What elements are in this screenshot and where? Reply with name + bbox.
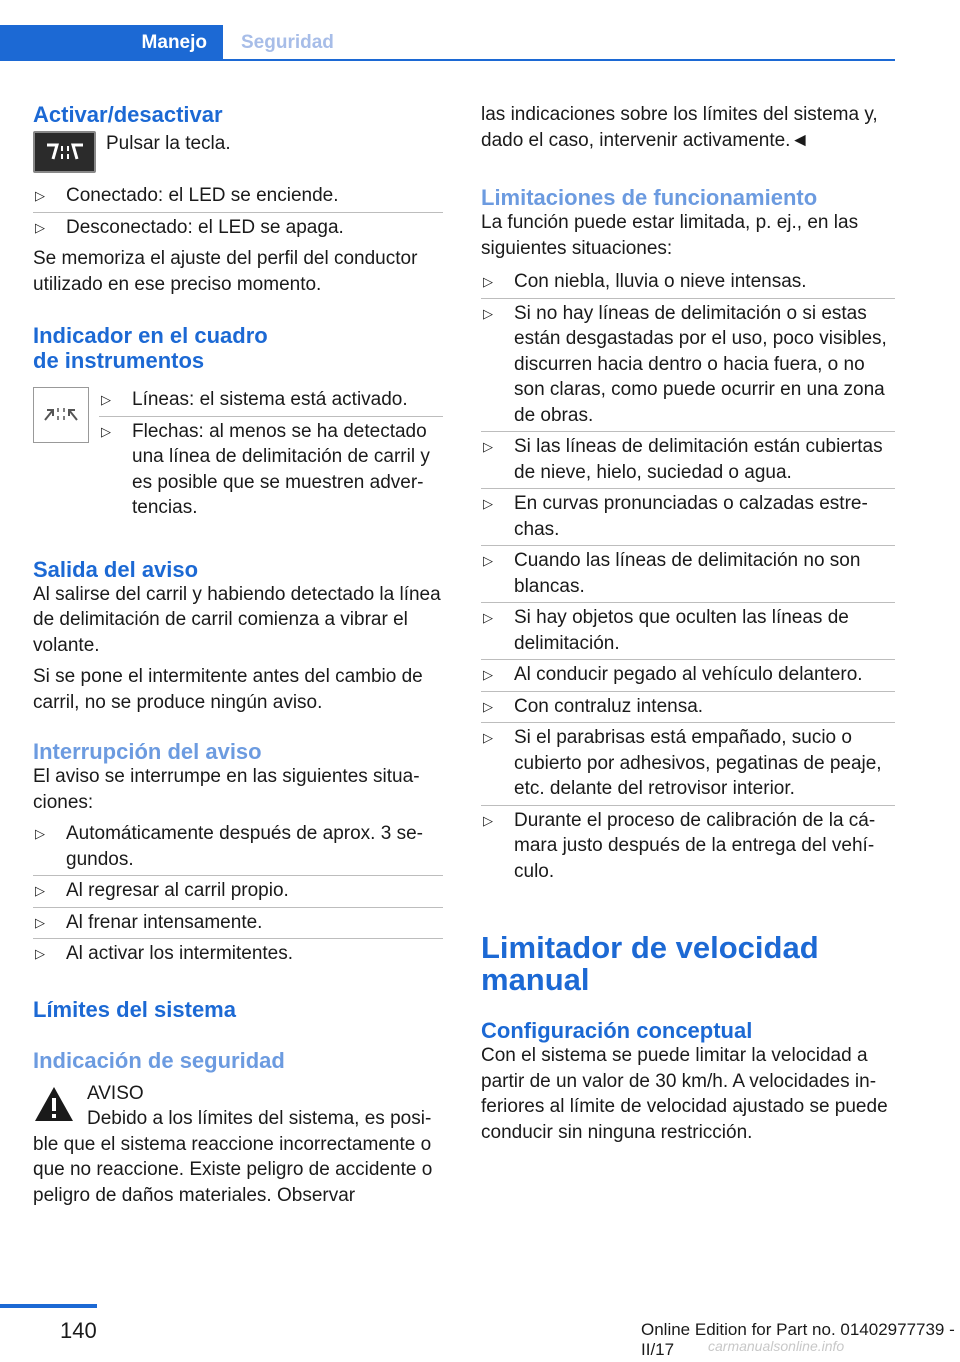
- list-item: ▷ Durante el proceso de calibración de la cámara justo después de la entrega del vehículo.: [481, 808, 895, 885]
- page-number: 140: [60, 1318, 97, 1343]
- heading-salida: Salida del aviso: [33, 556, 199, 582]
- interrupcion-list: [33, 821, 443, 967]
- left-column: [33, 102, 443, 1208]
- section-title-limitador: Limitador de velocidad manual: [481, 930, 819, 997]
- list-item: ▷ Conectado: el LED se enciende.: [33, 183, 443, 209]
- list-item: ▷ Con niebla, lluvia o nieve intensas.: [481, 269, 895, 295]
- limitaciones-intro: La función puede estar limitada, p. ej., en las siguientes situaciones:: [481, 212, 859, 259]
- warning-text: Debido a los límites del sistema, es posible que el sistema reaccione incorrectamente o que no reaccione. Existe peligro de accidente o peligro de daños materiales. Observar: [33, 1108, 433, 1206]
- list-item: ▷ Si las líneas de delimitación están cubiertas de nieve, hielo, suciedad o agua.: [481, 434, 895, 485]
- chapter-tab-bar: [0, 25, 895, 61]
- indicador-list: [99, 387, 443, 527]
- list-item: ▷ En curvas pronunciadas o calzadas estrechas.: [481, 491, 895, 542]
- list-item: ▷ Al frenar intensamente.: [33, 910, 443, 936]
- configuracion-text: Con el sistema se puede limitar la velocidad a partir de un valor de 30 km/h. A velocidades inferiores al límite de velocidad ajustado se puede conducir sin ninguna restricción.: [481, 1045, 888, 1143]
- list-item: ▷ Si no hay líneas de delimitación o si estas están desgastadas por el uso, poco visibles, discurren hacia dentro o hacia fuera, o no son claras, como puede ocurrir en una zona de obras.: [481, 301, 895, 429]
- heading-indicacion-seguridad: Indicación de seguridad: [33, 1047, 285, 1073]
- key-instruction-row: [33, 131, 443, 173]
- heading-activar: Activar/desactivar: [33, 102, 223, 127]
- tab-manejo[interactable]: Manejo: [0, 25, 223, 61]
- tab-seguridad[interactable]: Seguridad: [241, 32, 334, 53]
- salida-text-2: Si se pone el intermitente antes del cambio de carril, no se produce ningún aviso.: [33, 666, 423, 713]
- list-item: ▷ Desconectado: el LED se apaga.: [33, 215, 443, 241]
- footer-accent-line: [0, 1304, 97, 1308]
- watermark: carmanualsonline.info: [708, 1338, 845, 1354]
- salida-text-1: Al salirse del carril y habiendo detectado la línea de delimitación de carril comienza a vibrar el volante.: [33, 583, 441, 656]
- indicator-row: [33, 387, 443, 527]
- heading-limitaciones: Limitaciones de funcionamiento: [481, 185, 818, 210]
- interrupcion-intro: El aviso se interrumpe en las siguientes situaciones:: [33, 766, 420, 813]
- list-item: ▷ Al activar los intermitentes.: [33, 941, 443, 967]
- list-item: ▷ Líneas: el sistema está activado.: [99, 387, 443, 413]
- continued-warning-text: las indicaciones sobre los límites del sistema y, dado el caso, intervenir activamente.◄: [481, 104, 878, 151]
- lane-indicator-icon: [33, 387, 89, 443]
- warning-triangle-icon: [33, 1085, 75, 1123]
- key-instruction-text: Pulsar la tecla.: [106, 133, 231, 154]
- list-item: ▷ Si hay objetos que oculten las líneas de delimitación.: [481, 605, 895, 656]
- edition-footer: Online Edition for Part no. 01402977739 - II/17: [641, 1320, 955, 1359]
- warning-label: AVISO: [87, 1082, 144, 1104]
- heading-limites: Límites del sistema: [33, 996, 236, 1022]
- heading-interrupcion: Interrupción del aviso: [33, 739, 262, 764]
- heading-indicador: Indicador en el cuadro de instrumentos: [33, 323, 268, 373]
- list-item: ▷ Si el parabrisas está empañado, sucio o cubierto por adhesivos, pegatinas de peaje, etc. delante del retrovisor interior.: [481, 725, 895, 802]
- list-item: ▷ Automáticamente después de aprox. 3 segundos.: [33, 821, 443, 872]
- profile-note: Se memoriza el ajuste del perfil del conductor utilizado en ese preciso momento.: [33, 248, 418, 295]
- warning-block: [33, 1081, 443, 1209]
- lane-warning-button-icon: [33, 131, 96, 173]
- list-item: ▷ Al regresar al carril propio.: [33, 878, 443, 904]
- activar-list: [33, 183, 443, 240]
- list-item: ▷ Al conducir pegado al vehículo delantero.: [481, 662, 895, 688]
- list-item: ▷ Cuando las líneas de delimitación no son blancas.: [481, 548, 895, 599]
- limitaciones-list: [481, 269, 895, 884]
- heading-configuracion: Configuración conceptual: [481, 1018, 753, 1043]
- list-item: ▷ Con contraluz intensa.: [481, 694, 895, 720]
- right-column: [481, 102, 895, 1145]
- list-item: ▷ Flechas: al menos se ha detectado una línea de delimitación de carril y es posible que se muestren advertencias.: [99, 419, 443, 521]
